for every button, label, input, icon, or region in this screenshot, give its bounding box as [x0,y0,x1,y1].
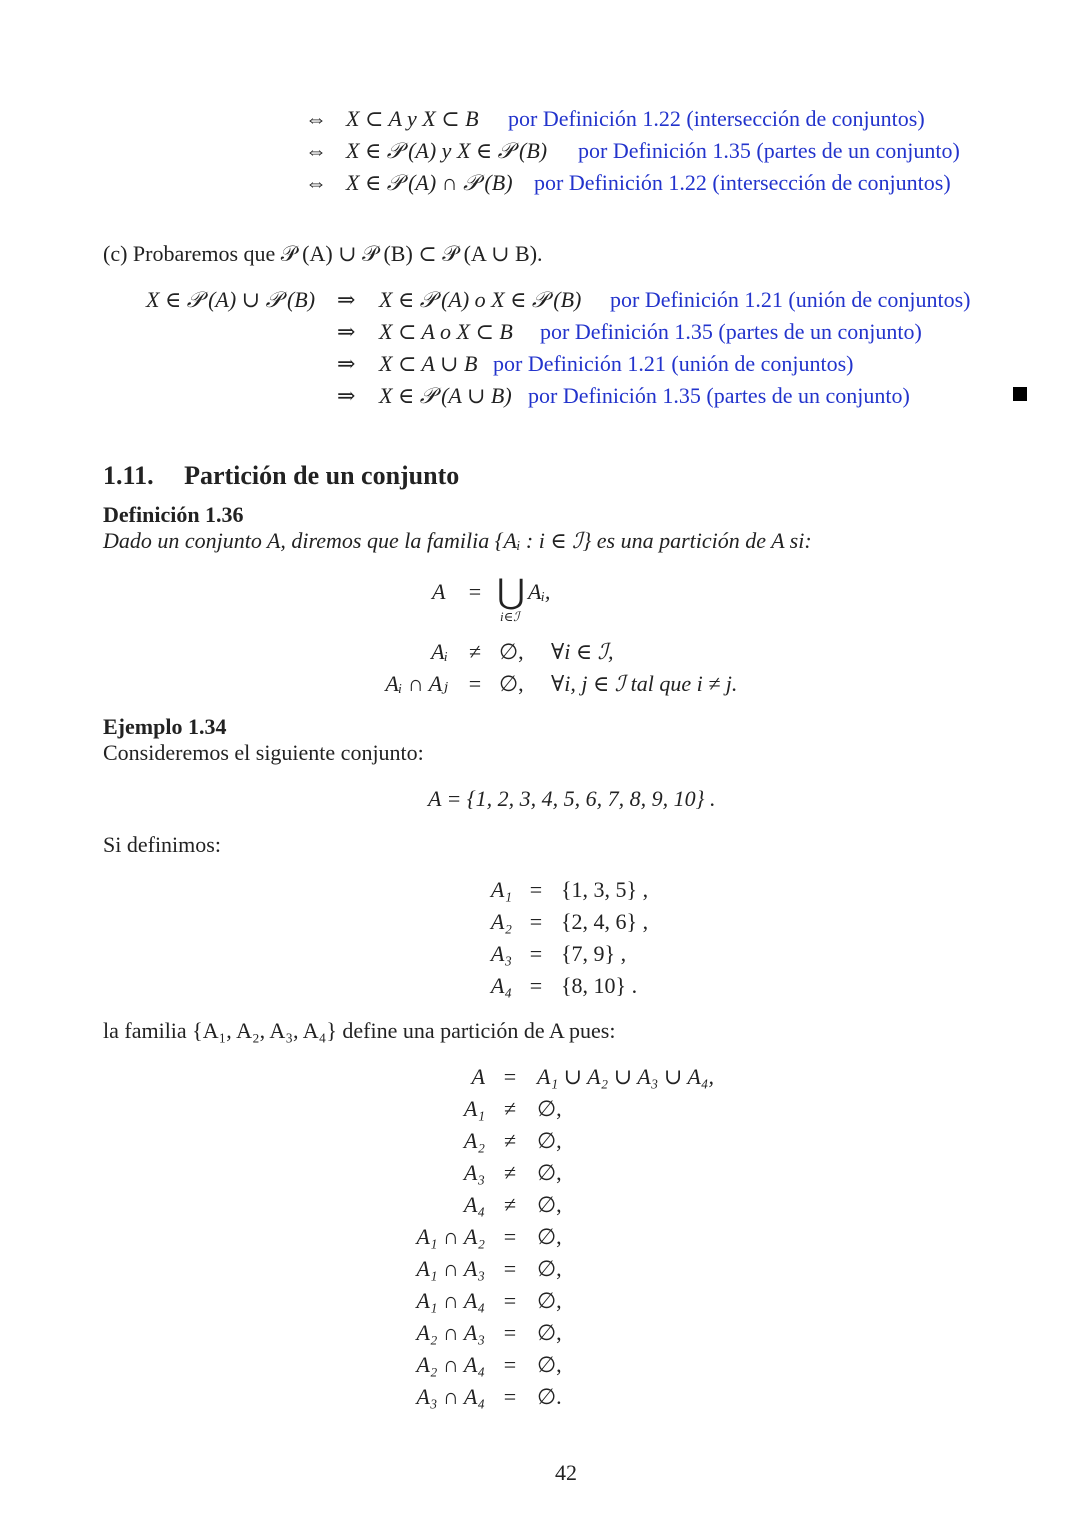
subset-relation: = [529,941,543,966]
check-lhs: A₃ ∩ A₄ [416,1384,485,1409]
check-relation: = [503,1064,517,1089]
check-relation: = [503,1224,517,1249]
definition-reference: por Definición 1.35 (partes de un conjunto) [578,138,960,163]
check-lhs: A₁ ∩ A₂ [416,1224,485,1249]
check-rhs: ∅, [537,1224,562,1249]
check-rhs: ∅, [537,1320,562,1345]
eq-lhs: Aᵢ [431,639,448,664]
eq-lhs: A [432,579,446,604]
arrow-implies: ⇒ [337,319,356,344]
check-relation: = [503,1352,517,1377]
check-lhs: A₂ ∩ A₄ [416,1352,485,1377]
subset-relation: = [529,973,543,998]
example-label: Ejemplo 1.34 [103,714,227,739]
subset-rhs: {8, 10} . [561,973,638,998]
arrow-iff: ⇔ [305,138,327,163]
definition-reference: por Definición 1.35 (partes de un conjunto) [540,319,922,344]
check-relation: = [503,1384,517,1409]
arrow-iff: ⇔ [305,106,327,131]
check-rhs: ∅, [537,1160,562,1185]
proof-expr: X ∈ 𝒫 (A) y X ∈ 𝒫 (B) [346,138,548,163]
proof-c-lhs: X ∈ 𝒫 (A) ∪ 𝒫 (B) [146,287,316,312]
si-definimos: Si definimos: [103,832,221,857]
subset-rhs: {2, 4, 6} , [561,909,649,934]
check-lhs: A₄ [463,1192,485,1217]
check-rhs: ∅, [537,1288,562,1313]
subset-rhs: {7, 9} , [561,941,627,966]
check-lhs: A₁ ∩ A₃ [416,1256,485,1281]
proof-expr: X ⊂ A o X ⊂ B [379,319,513,344]
definition-text: Dado un conjunto A, diremos que la familia {Aᵢ : i ∈ ℐ} es una partición de A si: [103,528,812,553]
check-relation: ≠ [503,1192,517,1217]
check-rhs: ∅, [537,1128,562,1153]
big-union-icon: ⋃ [497,574,525,611]
check-lhs: A₂ [463,1128,485,1153]
section-heading [103,463,459,489]
check-lhs: A₁ [463,1096,485,1121]
check-relation: ≠ [503,1096,517,1121]
page-number: 42 [555,1460,577,1485]
eq-rhs: ∅, [499,639,524,664]
check-rhs: ∅, [537,1096,562,1121]
definition-reference: por Definición 1.22 (intersección de conjuntos) [534,170,951,195]
eq-lhs: Aᵢ ∩ Aⱼ [385,671,448,696]
check-relation: = [503,1256,517,1281]
arrow-implies: ⇒ [337,383,356,408]
subset-lhs: A₂ [490,909,512,934]
check-relation: = [503,1288,517,1313]
check-lhs: A [471,1064,485,1089]
proof-c-intro: (c) Probaremos que 𝒫 (A) ∪ 𝒫 (B) ⊂ 𝒫 (A ∪ B). [103,241,543,266]
arrow-implies: ⇒ [337,287,356,312]
definition-reference: por Definición 1.21 (unión de conjuntos) [493,351,854,376]
definition-reference: por Definición 1.35 (partes de un conjunto) [528,383,910,408]
check-rhs: ∅, [537,1192,562,1217]
check-lhs: A₃ [463,1160,485,1185]
check-relation: ≠ [503,1160,517,1185]
section-number: 1.11. [103,461,154,490]
union-index: i∈ℐ [500,609,520,624]
subset-relation: = [529,877,543,902]
eq-condition: ∀i, j ∈ ℐ tal que i ≠ j. [551,671,738,696]
eq-relation: ≠ [468,639,482,664]
definition-reference: por Definición 1.21 (unión de conjuntos) [610,287,971,312]
subset-rhs: {1, 3, 5} , [561,877,649,902]
proof-expr: X ⊂ A y X ⊂ B [346,106,479,131]
set-definition: A = {1, 2, 3, 4, 5, 6, 7, 8, 9, 10} . [428,786,716,811]
check-lhs: A₂ ∩ A₃ [416,1320,485,1345]
definition-reference: por Definición 1.22 (intersección de conjuntos) [508,106,925,131]
subset-lhs: A₃ [490,941,512,966]
proof-expr: X ⊂ A ∪ B [379,351,478,376]
subset-relation: = [529,909,543,934]
arrow-implies: ⇒ [337,351,356,376]
check-rhs: ∅, [537,1256,562,1281]
eq-relation: = [468,671,482,696]
check-lhs: A₁ ∩ A₄ [416,1288,485,1313]
qed-square-icon [1013,387,1027,401]
example-intro: Consideremos el siguiente conjunto: [103,740,424,765]
arrow-iff: ⇔ [305,170,327,195]
proof-expr: X ∈ 𝒫 (A) ∩ 𝒫 (B) [346,170,513,195]
proof-expr: X ∈ 𝒫 (A) o X ∈ 𝒫 (B) [379,287,582,312]
section-title: Partición de un conjunto [184,461,460,490]
proof-expr: X ∈ 𝒫 (A ∪ B) [379,383,512,408]
definition-label: Definición 1.36 [103,502,244,527]
check-rhs: ∅, [537,1352,562,1377]
check-relation: = [503,1320,517,1345]
subset-lhs: A₁ [490,877,512,902]
eq-relation: = [468,579,482,604]
check-rhs: A₁ ∪ A₂ ∪ A₃ ∪ A₄, [537,1064,714,1089]
check-relation: ≠ [503,1128,517,1153]
check-rhs: ∅. [537,1384,562,1409]
eq-condition: ∀i ∈ ℐ, [551,639,614,664]
subset-lhs: A₄ [490,973,512,998]
example-conclusion: la familia {A₁, A₂, A₃, A₄} define una partición de A pues: [103,1018,616,1043]
eq-rhs: ∅, [499,671,524,696]
eq-rhs: Aᵢ, [528,579,551,604]
